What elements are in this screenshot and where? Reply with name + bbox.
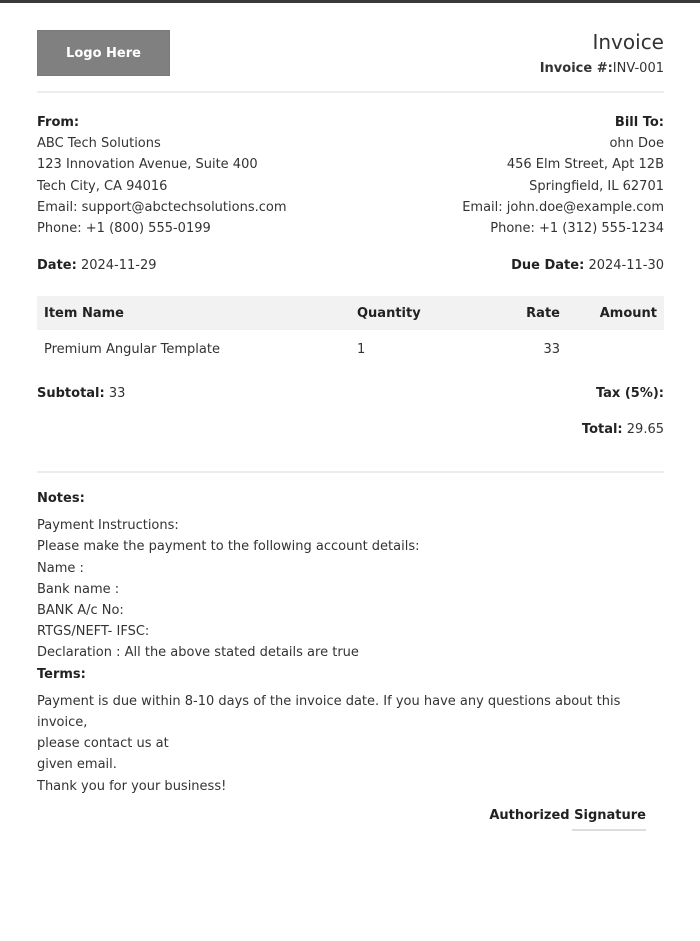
invoice-page xyxy=(37,0,664,823)
signature-line xyxy=(572,829,646,831)
header-rate: Rate xyxy=(470,296,567,330)
cell-item-name: Premium Angular Template xyxy=(44,341,220,357)
notes-line: Please make the payment to the following account details: xyxy=(37,539,420,555)
items-table-header xyxy=(37,296,664,330)
tax xyxy=(596,386,664,401)
authorized-signature-label: Authorized Signature xyxy=(489,808,646,823)
date-value: 2024-11-29 xyxy=(80,258,157,273)
invoice-number xyxy=(540,61,664,76)
subtotal-value: 33 xyxy=(108,386,126,401)
logo-text: Logo Here xyxy=(66,45,141,61)
terms-line: Payment is due within 8-10 days of the invoice date. If you have any questions about this invoice, xyxy=(37,693,621,731)
invoice-date xyxy=(37,258,157,273)
bill-to-city: Springfield, IL 62701 xyxy=(529,178,664,194)
header-amount: Amount xyxy=(567,296,664,330)
invoice-title: Invoice xyxy=(592,30,664,54)
from-section xyxy=(37,112,287,239)
section-divider xyxy=(37,471,664,473)
bill-to-section xyxy=(462,112,664,239)
date-label: Date: xyxy=(37,258,77,273)
from-label: From: xyxy=(37,115,80,130)
subtotal xyxy=(37,386,125,401)
header-item-name: Item Name xyxy=(37,296,350,330)
due-date-value: 2024-11-30 xyxy=(588,258,664,273)
logo-placeholder xyxy=(37,30,170,76)
signature-block xyxy=(489,808,646,831)
bill-to-name: ohn Doe xyxy=(609,136,664,152)
from-phone: Phone: +1 (800) 555-0199 xyxy=(37,221,211,237)
from-address: 123 Innovation Avenue, Suite 400 xyxy=(37,157,258,173)
table-row xyxy=(37,330,664,368)
from-company: ABC Tech Solutions xyxy=(37,136,161,152)
terms-line: Thank you for your business! xyxy=(37,778,227,794)
notes-line: BANK A/c No: xyxy=(37,603,124,619)
bill-to-phone: Phone: +1 (312) 555-1234 xyxy=(490,221,664,237)
due-date xyxy=(511,258,664,273)
notes-line: Bank name : xyxy=(37,581,120,597)
notes-line: Payment Instructions: xyxy=(37,518,179,534)
notes-line: Declaration : All the above stated details are true xyxy=(37,645,359,661)
subtotal-label: Subtotal: xyxy=(37,386,105,401)
total xyxy=(582,422,664,437)
invoice-number-label: Invoice #: xyxy=(539,61,613,76)
invoice-number-value: INV-001 xyxy=(612,61,664,76)
bill-to-email: Email: john.doe@example.com xyxy=(462,199,664,215)
terms-line: please contact us at xyxy=(37,736,169,752)
notes-line: RTGS/NEFT- IFSC: xyxy=(37,624,150,640)
invoice-header xyxy=(37,0,664,93)
total-value: 29.65 xyxy=(626,422,664,437)
terms-label: Terms: xyxy=(37,666,86,682)
due-date-label: Due Date: xyxy=(511,258,585,273)
from-city: Tech City, CA 94016 xyxy=(37,178,168,194)
notes-line: Name : xyxy=(37,560,84,576)
header-quantity: Quantity xyxy=(350,296,470,330)
cell-quantity: 1 xyxy=(357,341,366,357)
bill-to-address: 456 Elm Street, Apt 12B xyxy=(506,157,664,173)
items-table xyxy=(37,296,664,368)
tax-label: Tax (5%): xyxy=(595,386,664,401)
bill-to-label: Bill To: xyxy=(614,115,664,130)
terms-line: given email. xyxy=(37,757,117,773)
total-label: Total: xyxy=(581,422,623,437)
cell-amount xyxy=(567,330,664,368)
notes-label: Notes: xyxy=(37,491,85,506)
notes-terms-section xyxy=(37,488,664,797)
from-email: Email: support@abctechsolutions.com xyxy=(37,199,287,215)
cell-rate: 33 xyxy=(543,341,560,357)
